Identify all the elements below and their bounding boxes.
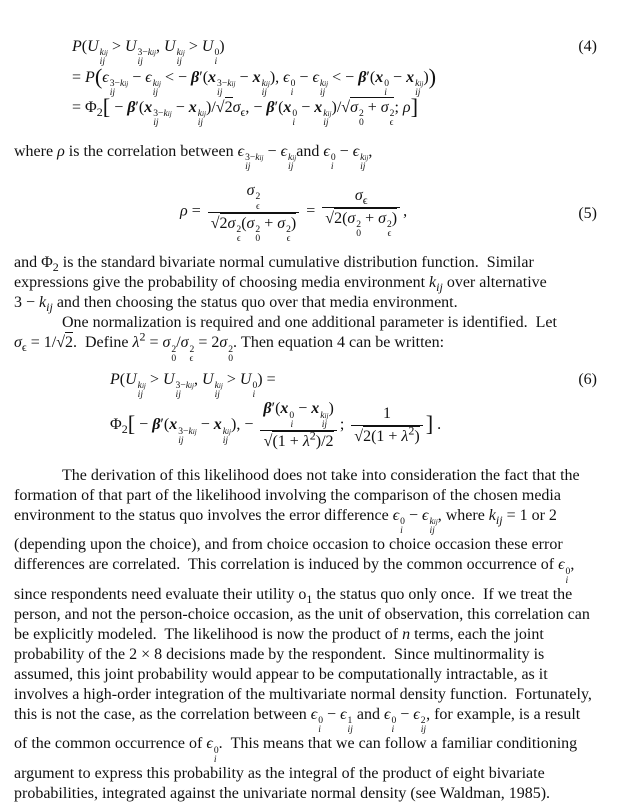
para-4-line: probabilities, integrated against the univariate normal density (see Waldman, 1985). (14, 784, 551, 802)
para-4-line: involves a high-order integration of the multivariate normal density function. Fortunately, (14, 685, 592, 703)
para-4-line: be explicitly modeled. The likelihood is now the product of n terms, each the joint (14, 625, 544, 643)
para-2-line: $3 - k_{ij}$ and then choosing the status quo over that media environment. (14, 294, 458, 315)
para-4-line: of the common occurrence of ϵ 0 i . This means that we can follow a familiar conditioning (14, 735, 578, 765)
para-4-line: this is not the case, as the correlation between ϵ 0 i − ϵ 1 ij and ϵ 0 i − ϵ 2 ij , for example, is a result (14, 705, 581, 736)
equation-6-row-1 (110, 369, 611, 400)
paragraph-4 (14, 466, 611, 804)
para-4-line: person, and not the person-choice occasion, as the unit of observation, this correlation can (14, 605, 590, 623)
equation-5: ρ = σ 2 ϵ √2σ 2 ϵ (σ 2 0 + σ 2 ϵ ) = $\sigma_\epsilon$ √2(σ 2 0 + σ 2 ϵ ) , (180, 182, 408, 245)
para-4-line: The derivation of this likelihood does not take into consideration the fact that the (62, 466, 580, 484)
equation-5-row (14, 181, 611, 243)
para-4-line: differences are correlated. This correlation is induced by the common occurrence of ϵ 0 i , (14, 556, 575, 586)
para-2-line: expressions give the probability of choosing media environment $k_{ij}$ over alternative (14, 274, 547, 295)
spacer (14, 128, 611, 142)
para-4-line: assumed, this joint probability would appear to be computationally intractable, as it (14, 665, 548, 683)
para-4-line: since respondents need evaluate their utility $o_1$ the status quo only once. If we treat the (14, 585, 573, 607)
equation-6-line-2: $\Phi_2[ - \beta'(x$ 3−kij ij − x kij ij ), − β′(x 0 i − x kij ij ) $√(1 + \lambda^2)/2$ ; $\frac{1}{√2(1 + \lambda^2)}$ ] . (110, 400, 442, 450)
equation-5-number: (5) (578, 205, 597, 223)
equation-4-line-2: = P(ϵ 3−kij ij − ϵ kij ij < − β′(x 3−kij ij − x kij ij ), ϵ 0 i − ϵ kij ij < − β′(x 0 i − x kij ij )) (72, 63, 437, 98)
equation-6-number: (6) (578, 370, 597, 388)
para-4-line: environment to the status quo involves the error difference ϵ 0 i − ϵ kij ij , where $k_{ij} = 1$ or 2 (14, 506, 557, 537)
para-4-line: probability of the 2 × 8 decisions made by the respondent. Since multinormality is (14, 645, 545, 663)
where-line: where ρ is the correlation between ϵ 3−kij ij − ϵ kij ij and ϵ 0 i − ϵ kij ij , (14, 142, 373, 173)
equation-4-line-1: P(U kij ij > U 3−kij ij , U kij ij > U 0 i ) (72, 38, 225, 68)
para-3-line: $\sigma_\epsilon = 1/√2$. Define $\lambda^2 = \sigma$ 2 0 /σ 2 ϵ = 2σ 2 0 . Then equation 4 can be written: (14, 329, 445, 364)
para-4-line: (depending upon the choice), and from choice occasion to choice occasion these error (14, 536, 563, 554)
para-4-line: argument to express this probability as the integral of the product of eight bivariate (14, 764, 545, 782)
para-4-line: formation of that part of the likelihood involving the comparison of the chosen media (14, 486, 561, 504)
equation-4-row-1 (72, 36, 611, 67)
para-2-line: and $\Phi_2$ is the standard bivariate normal cumulative distribution function. Similar (14, 254, 534, 275)
equation-6-line-1: P(U kij ij > U 3−kij ij , U kij ij > U 0 i ) = (110, 370, 276, 401)
para-3-line: One normalization is required and one additional parameter is identified. Let (62, 314, 557, 332)
equation-4-line-3: = $\Phi_2[ - \beta'(x$ 3−kij ij − x kij ij )$/√2\sigma_\epsilon$, − β′(x 0 i − x kij ij )/√σ 2 0 + σ 2 ϵ ; ρ] (72, 94, 419, 129)
equation-4-number: (4) (578, 38, 597, 55)
spacer (14, 452, 611, 466)
